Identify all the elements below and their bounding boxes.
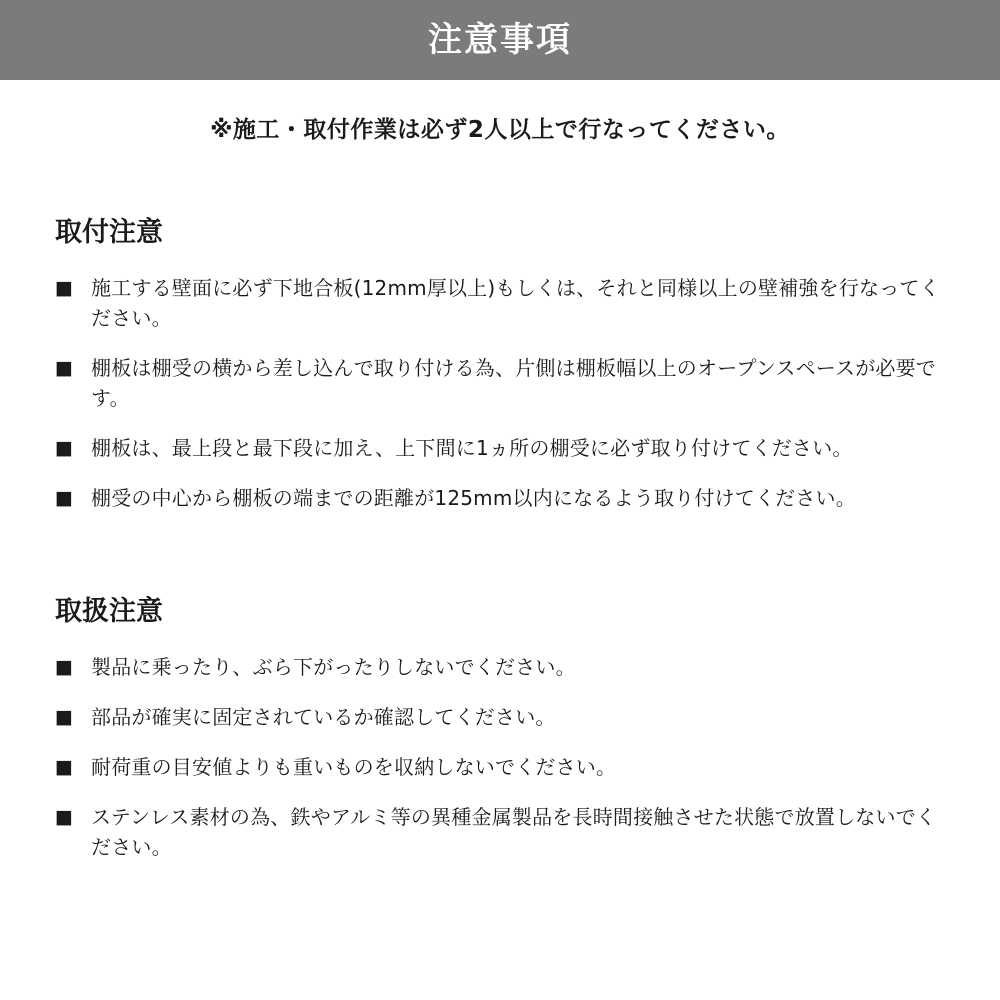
list-item-text: ステンレス素材の為、鉄やアルミ等の異種金属製品を長時間接触させた状態で放置しないでください。 bbox=[91, 805, 937, 859]
list-item bbox=[55, 652, 955, 682]
page-title: 注意事項 bbox=[428, 20, 572, 60]
list-item-text: 製品に乗ったり、ぶら下がったりしないでください。 bbox=[91, 655, 576, 679]
list-item-text: 耐荷重の目安値よりも重いものを収納しないでください。 bbox=[91, 755, 617, 779]
list-item-text: 施工する壁面に必ず下地合板(12mm厚以上)もしくは、それと同様以上の壁補強を行なってください。 bbox=[91, 276, 940, 330]
square-bullet-icon: ■ bbox=[55, 487, 73, 509]
list-item bbox=[55, 483, 955, 513]
square-bullet-icon: ■ bbox=[55, 656, 73, 678]
list-item bbox=[55, 273, 955, 333]
square-bullet-icon: ■ bbox=[55, 806, 73, 828]
list-item-text: 棚受の中心から棚板の端までの距離が125mm以内になるよう取り付けてください。 bbox=[91, 486, 856, 510]
square-bullet-icon: ■ bbox=[55, 277, 73, 299]
list-item bbox=[55, 353, 955, 413]
header-bar bbox=[0, 0, 1000, 80]
list-item-text: 部品が確実に固定されているか確認してください。 bbox=[91, 705, 556, 729]
square-bullet-icon: ■ bbox=[55, 756, 73, 778]
square-bullet-icon: ■ bbox=[55, 706, 73, 728]
list-item bbox=[55, 702, 955, 732]
section-installation-cautions bbox=[55, 213, 955, 543]
list-item bbox=[55, 802, 955, 862]
section-handling-cautions bbox=[55, 592, 955, 882]
square-bullet-icon: ■ bbox=[55, 437, 73, 459]
list-item-text: 棚板は棚受の横から差し込んで取り付ける為、片側は棚板幅以上のオープンスペースが必要です。 bbox=[91, 356, 936, 410]
list-item bbox=[55, 433, 955, 463]
square-bullet-icon: ■ bbox=[55, 357, 73, 379]
list-item bbox=[55, 752, 955, 782]
section-title-installation: 取付注意 bbox=[55, 217, 163, 248]
installation-notice: ※施工・取付作業は必ず2人以上で行なってください。 bbox=[210, 117, 790, 143]
list-item-text: 棚板は、最上段と最下段に加え、上下間に1ヵ所の棚受に必ず取り付けてください。 bbox=[91, 436, 853, 460]
section-title-handling: 取扱注意 bbox=[55, 596, 163, 627]
